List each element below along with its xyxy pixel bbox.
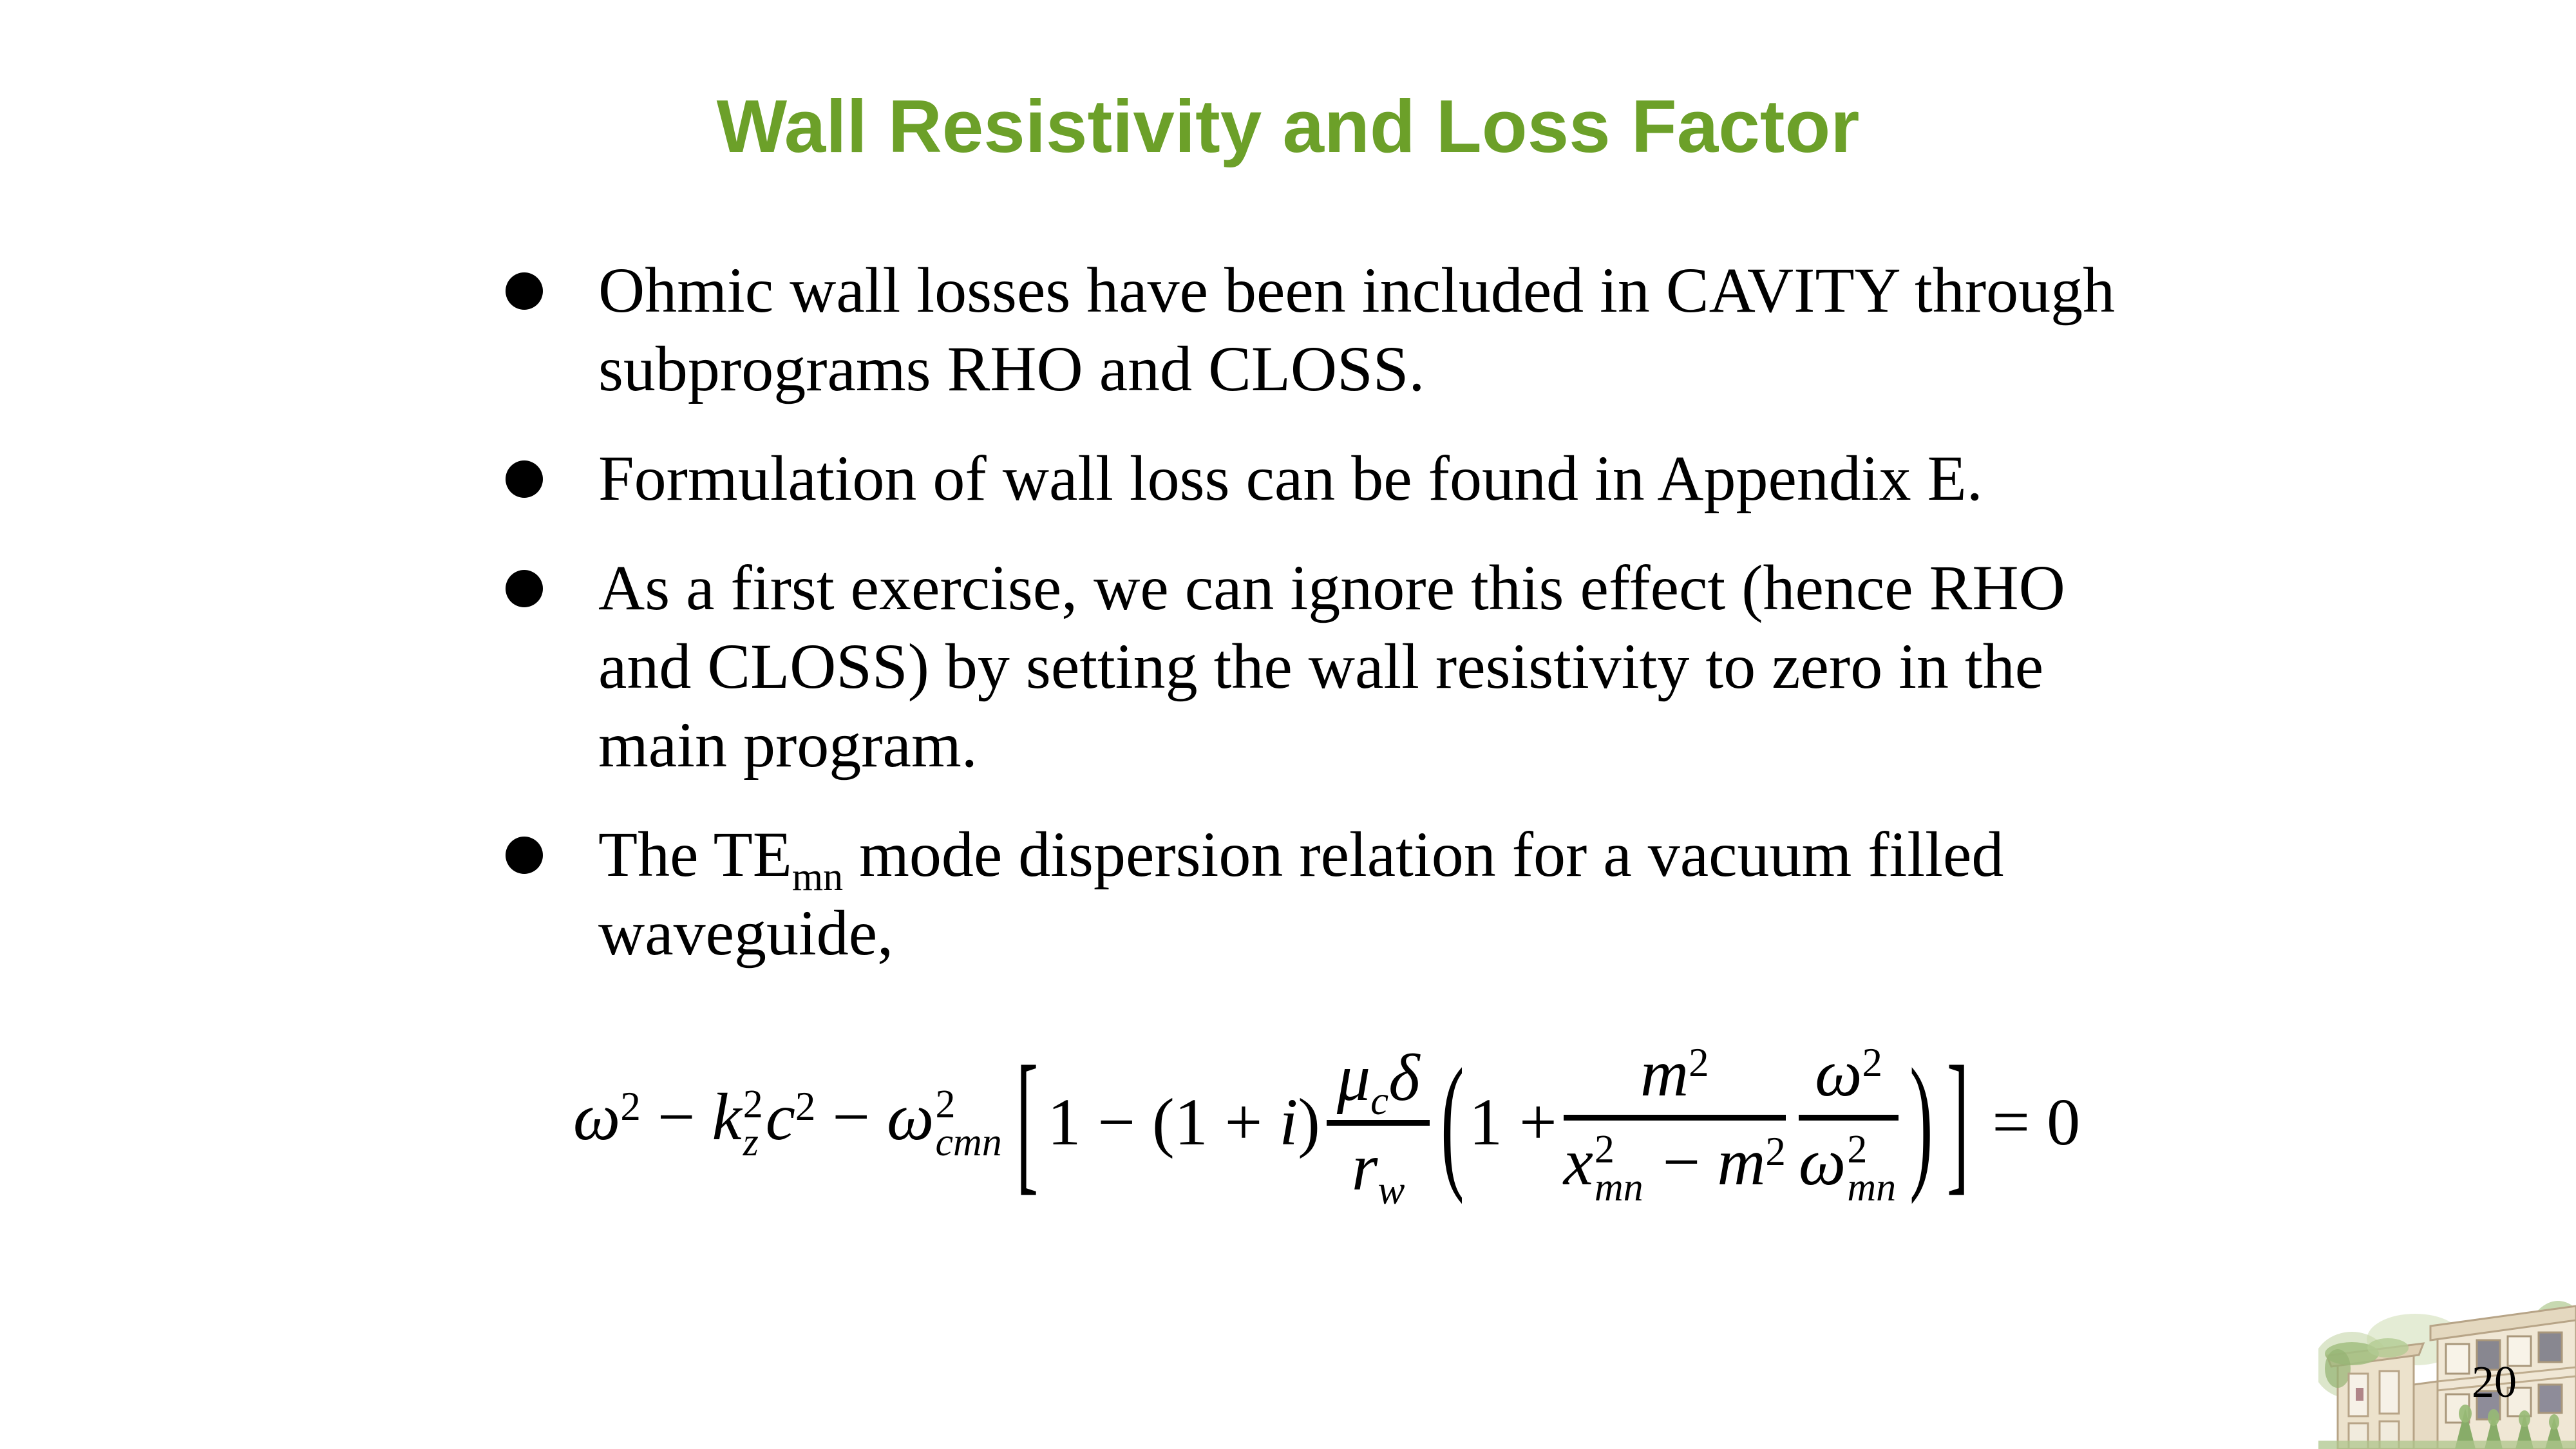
dispersion-equation xyxy=(0,1034,2576,1213)
bullet-text-segment: The TE xyxy=(598,819,792,890)
math-subscript-mn: mn xyxy=(1847,1166,1897,1210)
math-minus: − xyxy=(1645,1125,1718,1200)
bullet-item-2 xyxy=(506,439,2244,518)
math-superscript-2: 2 xyxy=(1847,1128,1868,1172)
math-minus: − xyxy=(1081,1085,1153,1160)
math-omega: ω xyxy=(1815,1036,1862,1110)
bullet-icon xyxy=(506,570,543,607)
math-supsub-stack xyxy=(935,1082,1002,1164)
fraction-denominator xyxy=(1351,1126,1405,1213)
math-superscript-2: 2 xyxy=(795,1083,816,1129)
math-superscript-2: 2 xyxy=(1862,1040,1882,1085)
bullet-icon xyxy=(506,837,543,874)
math-superscript-2: 2 xyxy=(743,1082,763,1126)
math-m: m xyxy=(1717,1125,1766,1200)
math-superscript-2: 2 xyxy=(620,1083,641,1129)
math-x: x xyxy=(1563,1125,1593,1200)
bullet-text xyxy=(598,815,2003,972)
fraction-numerator xyxy=(1799,1038,1899,1121)
math-right-paren: ) xyxy=(1909,1038,1933,1206)
math-k: k xyxy=(712,1079,742,1154)
bullet-text xyxy=(598,549,2065,784)
math-minus: − xyxy=(815,1079,887,1154)
math-supsub-stack xyxy=(1594,1128,1643,1210)
page-number: 20 xyxy=(2472,1358,2517,1407)
fraction-skin-depth xyxy=(1327,1041,1430,1213)
math-superscript-2: 2 xyxy=(935,1082,956,1126)
math-omega: ω xyxy=(573,1079,621,1154)
bullet-line: As a first exercise, we can ignore this effect (hence RHO xyxy=(598,552,2065,623)
math-one-plus: 1 + xyxy=(1469,1085,1557,1160)
math-omega: ω xyxy=(1798,1125,1846,1200)
math-left-paren: ( xyxy=(1441,1038,1464,1206)
bullet-icon xyxy=(506,272,543,310)
bullet-list xyxy=(506,251,2244,1003)
fraction-mode-ratio xyxy=(1563,1036,1786,1210)
bullet-icon xyxy=(506,460,543,498)
bullet-item-1 xyxy=(506,251,2244,408)
math-i: i xyxy=(1279,1085,1298,1160)
math-equals-zero: = 0 xyxy=(1992,1085,2081,1160)
equation-inner-terms xyxy=(1047,1085,1320,1160)
math-subscript-cmn: cmn xyxy=(935,1120,1002,1164)
math-subscript-z: z xyxy=(743,1120,759,1164)
math-superscript-2: 2 xyxy=(1594,1128,1615,1172)
bullet-line: Formulation of wall loss can be found in Appendix E. xyxy=(598,442,1983,514)
bullet-line xyxy=(598,815,2004,899)
bullet-item-3 xyxy=(506,549,2244,784)
bullet-text xyxy=(598,439,1983,518)
math-c: c xyxy=(765,1079,795,1154)
bullet-line: Ohmic wall losses have been included in CAVITY through xyxy=(598,254,2116,326)
math-subscript-w: w xyxy=(1378,1167,1405,1213)
math-right-bracket: ] xyxy=(1946,1034,1969,1209)
bullet-line: and CLOSS) by setting the wall resistivity to zero in the xyxy=(598,630,2044,702)
math-supsub-stack xyxy=(743,1082,763,1164)
math-subscript-mn: mn xyxy=(1594,1166,1643,1210)
te-mode-subscript: mn xyxy=(791,855,844,899)
bullet-item-4 xyxy=(506,815,2244,972)
bullet-line: waveguide, xyxy=(598,897,894,969)
math-subscript-c: c xyxy=(1370,1078,1389,1124)
math-delta: δ xyxy=(1388,1041,1420,1115)
bullet-line: subprograms RHO and CLOSS. xyxy=(598,333,1425,404)
slide-title: Wall Resistivity and Loss Factor xyxy=(716,84,1860,168)
equation-lhs-terms xyxy=(573,1079,1005,1164)
math-close-paren: ) xyxy=(1298,1085,1320,1160)
math-m: m xyxy=(1640,1036,1689,1110)
math-open-one-plus: (1 + xyxy=(1152,1085,1280,1160)
math-left-bracket: [ xyxy=(1016,1034,1039,1209)
math-mu: μ xyxy=(1336,1041,1371,1115)
fraction-denominator xyxy=(1798,1121,1899,1210)
fraction-frequency-ratio xyxy=(1798,1036,1899,1210)
fraction-numerator xyxy=(1564,1038,1786,1121)
math-superscript-2: 2 xyxy=(1689,1040,1709,1085)
bullet-text xyxy=(598,251,2115,408)
campus-building-illustration xyxy=(2318,1291,2576,1449)
math-r: r xyxy=(1351,1130,1378,1204)
math-superscript-2: 2 xyxy=(1765,1129,1786,1175)
math-minus: − xyxy=(640,1079,712,1154)
bullet-text-segment: mode dispersion relation for a vacuum filled xyxy=(843,819,2004,890)
math-supsub-stack xyxy=(1847,1128,1897,1210)
math-one: 1 xyxy=(1047,1085,1081,1160)
fraction-numerator xyxy=(1327,1043,1430,1125)
fraction-denominator xyxy=(1563,1121,1786,1210)
math-omega: ω xyxy=(887,1079,934,1154)
bullet-line: main program. xyxy=(598,709,978,781)
